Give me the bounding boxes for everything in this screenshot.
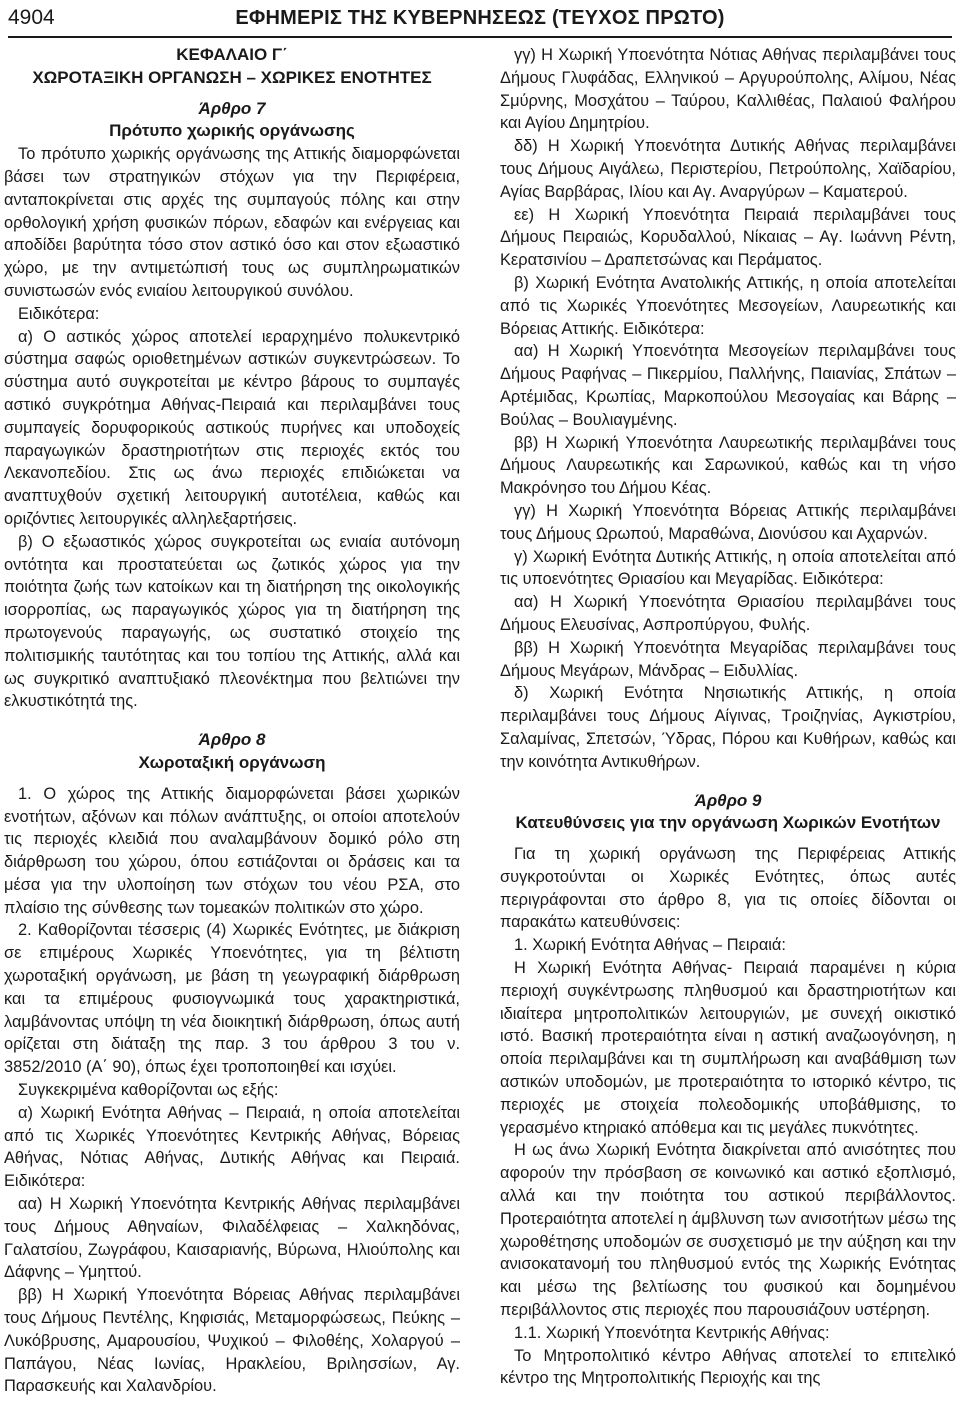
paragraph: εε) Η Χωρική Υποενότητα Πειραιά περιλαμβάνει τους Δήμους Πειραιώς, Κορυδαλλού, Νίκαιας – Αγ. Ιωάννη Ρέντη, Κερατσινίου – Δραπετσώνας και Περάματος. (500, 205, 956, 270)
article-9-heading: Άρθρο 9 (694, 790, 762, 810)
paragraph: 2. Καθορίζονται τέσσερις (4) Χωρικές Ενότητες, με διάκριση σε επιμέρους Χωρικές Υποενότητες, για τη βέλτιστη χωροταξική οργάνωση, με βάση τη γεωγραφική διάρθρωση και τα επιμέρους φυσιογνωμικά τους χαρακτηριστικά, λαμβάνοντας υπόψη τη νέα διοικητική διάρθρωση, όπως αυτή ορίζεται στη διάταξη της παρ. 3 του άρθρου 3 του ν. 3852/2010 (Α΄ 90), όπως έχει τροποποιηθεί και ισχύει. (4, 921, 460, 1077)
paragraph: 1. Χωρική Ενότητα Αθήνας – Πειραιά: (514, 936, 786, 955)
article-8-title: Χωροταξική οργάνωση (138, 752, 326, 772)
paragraph: β) Ο εξωαστικός χώρος συγκροτείται ως ενιαία αυτόνομη οντότητα και προστατεύεται ως ζωτικός χώρος για την ποιότητα ζωής των κατοίκων και τη διατήρηση της οικολογικής ισορροπίας, ως παραγωγικός χώρος για τη διατήρηση της πρωτογενούς παραγωγής, ως συστατικό στοιχείο της πολιτισμικής ταυτότητας και του τοπίου της Αττικής, αλλά και ως συγκριτικό αναπτυξιακό πλεονέκτημα που βελτιώνει την ελκυστικότητά της. (4, 532, 460, 711)
article-7-title: Πρότυπο χωρικής οργάνωσης (109, 121, 355, 141)
paragraph: β) Χωρική Ενότητα Ανατολικής Αττικής, η οποία αποτελείται από τις Χωρικές Υποενότητες Μεσογείων, Λαυρεωτικής και Βόρειας Αττικής. Ειδικότερα: (500, 273, 956, 338)
paragraph: α) Ο αστικός χώρος αποτελεί ιεραρχημένο πολυκεντρικό σύστημα σαφώς οριοθετημένων αστικών συγκεντρώσεων. Το σύστημα αυτό συγκροτείται με κέντρο βάρους το συμπαγές αστικό συγκρότημα Αθήνας-Πειραιά και περιλαμβάνει τους συμπαγείς δορυφορικούς αστικούς πυρήνες και υποδοχείς παραγωγικών δραστηριοτήτων στις περιοχές εκτός του Λεκανοπεδίου. Στις ως άνω περιοχές επιδιώκεται να αναπτυχθούν σχετική λειτουργική αυτοτέλεια, καθώς και οριζόντιες λειτουργικές αλληλεξαρτήσεις. (4, 327, 460, 528)
article-7-heading: Άρθρο 7 (198, 98, 266, 118)
chapter-heading: ΚΕΦΑΛΑΙΟ Γ΄ (176, 45, 288, 64)
page-number: 4904 (8, 6, 55, 29)
paragraph: Η ως άνω Χωρική Ενότητα διακρίνεται από ανισότητες που αφορούν την πρόσβαση σε κοινωνικό και αστικό εξοπλισμό, αλλά και την ποιότητα του αστικού περιβάλλοντος. Προτεραιότητα αποτελεί η άμβλυνση των ανισοτήτων μέσω της χωροθέτησης υποδομών σε συσχετισμό με την αύξηση και την ανισοκατανομή του πληθυσμού εντός της Χωρικής Ενότητας και μέσω της βελτίωσης του φυσικού και δομημένου περιβάλλοντος στις περιοχές που παρουσιάζουν υστέρηση. (500, 1141, 956, 1320)
paragraph: αα) Η Χωρική Υποενότητα Κεντρικής Αθήνας περιλαμβάνει τους Δήμους Αθηναίων, Φιλαδέλφειας – Χαλκηδόνας, Γαλατσίου, Ζωγράφου, Καισαριανής, Βύρωνα, Ηλιούπολης και Δάφνης – Υμηττού. (4, 1195, 460, 1282)
paragraph: ββ) Η Χωρική Υποενότητα Μεγαρίδας περιλαμβάνει τους Δήμους Μεγάρων, Μάνδρας – Ειδυλλίας. (500, 638, 956, 680)
paragraph: Το Μητροπολιτικό κέντρο Αθήνας αποτελεί το επιτελικό κέντρο της Μητροπολιτικής Περιοχής και της (500, 1346, 956, 1388)
paragraph: γγ) Η Χωρική Υποενότητα Βόρειας Αττικής περιλαμβάνει τους Δήμους Ωρωπού, Μαραθώνα, Διονύσου και Αχαρνών. (500, 501, 956, 543)
page-header (8, 0, 952, 38)
chapter-title: ΧΩΡΟΤΑΞΙΚΗ ΟΡΓΑΝΩΣΗ – ΧΩΡΙΚΕΣ ΕΝΟΤΗΤΕΣ (32, 67, 432, 87)
paragraph: Ειδικότερα: (18, 304, 100, 323)
paragraph: Για τη χωρική οργάνωση της Περιφέρειας Αττικής συγκροτούνται οι Χωρικές Ενότητες, όπως αυτές περιγράφονται στο άρθρο 8, για τις οποίες δίδονται οι παρακάτω κατευθύνσεις: (500, 845, 956, 932)
paragraph: γ) Χωρική Ενότητα Δυτικής Αττικής, η οποία αποτελείται από τις υποενότητες Θριασίου και Μεγαρίδας. Ειδικότερα: (500, 547, 956, 589)
gazette-title: ΕΦΗΜΕΡΙΣ ΤΗΣ ΚΥΒΕΡΝΗΣΕΩΣ (ΤΕΥΧΟΣ ΠΡΩΤΟ) (235, 6, 725, 29)
paragraph: αα) Η Χωρική Υποενότητα Θριασίου περιλαμβάνει τους Δήμους Ελευσίνας, Ασπροπύργου, Φυλής. (500, 593, 956, 634)
paragraph: ββ) Η Χωρική Υποενότητα Βόρειας Αθήνας περιλαμβάνει τους Δήμους Πεντέλης, Κηφισιάς, Μεταμορφώσεως, Πεύκης – Λυκόβρυσης, Αμαρουσίου, Ψυχικού – Φιλοθέης, Χολαργού – Παπάγου, Νέας Ιωνίας, Ηρακλείου, Βριλησσίων, Αγ. Παρασκευής και Χαλανδρίου. (4, 1286, 460, 1396)
paragraph: δ) Χωρική Ενότητα Νησιωτικής Αττικής, η οποία περιλαμβάνει τους Δήμους Αίγινας, Τροιζηνίας, Αγκιστρίου, Σαλαμίνας, Σπετσών, Ύδρας, Πόρου και Κυθήρων, καθώς και την κοινότητα Αντικυθήρων. (500, 684, 956, 771)
paragraph: ββ) Η Χωρική Υποενότητα Λαυρεωτικής περιλαμβάνει τους Δήμους Λαυρεωτικής και Σαρωνικού, καθώς και τη νήσο Μακρόνησο του Δήμου Κέας. (500, 433, 956, 498)
article-9-title: Κατευθύνσεις για την οργάνωση Χωρικών Ενοτήτων (515, 813, 941, 833)
paragraph: γγ) Η Χωρική Υποενότητα Νότιας Αθήνας περιλαμβάνει τους Δήμους Γλυφάδας, Ελληνικού – Αργυρούπολης, Αλίμου, Νέας Σμύρνης, Μοσχάτου – Ταύρου, Καλλιθέας, Παλαιού Φαλήρου και Αγίου Δημητρίου. (500, 46, 956, 133)
paragraph: α) Χωρική Ενότητα Αθήνας – Πειραιά, η οποία αποτελείται από τις Χωρικές Υποενότητες Κεντρικής Αθήνας, Βόρειας Αθήνας, Νότιας Αθήνας, Δυτικής Αθήνας και Πειραιά. Ειδικότερα: (4, 1103, 460, 1191)
left-column (4, 44, 460, 1420)
paragraph: δδ) Η Χωρική Υποενότητα Δυτικής Αθήνας περιλαμβάνει τους Δήμους Αιγάλεω, Περιστερίου, Πετρούπολης, Χαϊδαρίου, Αγίας Βαρβάρας, Ιλίου και Αγ. Αναργύρων – Καματερού. (500, 137, 956, 201)
paragraph: 1.1. Χωρική Υποενότητα Κεντρικής Αθήνας: (514, 1323, 830, 1342)
article-8-heading: Άρθρο 8 (198, 730, 266, 750)
paragraph: Η Χωρική Ενότητα Αθήνας- Πειραιά παραμένει η κύρια περιοχή συγκέντρωσης πληθυσμού και δραστηριοτήτων και ιδιαίτερα μητροπολιτικών λειτουργιών, με συνεχή οικιστικό ιστό. Βασική προτεραιότητα είναι η αστική αναζωογόνηση, η οποία περιλαμβάνει και τη συμπλήρωση και αναβάθμιση των αστικών υποδομών, με προτεραιότητα το ιστορικό κέντρο, τις περιοχές με στοιχεία πολεοδομικής υποβάθμισης, το γερασμένο κτηριακό απόθεμα και τις μεγάλες πυκνότητες. (500, 959, 956, 1137)
paragraph: Το πρότυπο χωρικής οργάνωσης της Αττικής διαμορφώνεται βάσει των στρατηγικών στόχων για την Περιφέρεια, ανταποκρίνεται στις αρχές της συμπαγούς πόλης και στην ορθολογική χρήση φυσικών πόρων, εδαφών και ενέργειας και αποδίδει βαρύτητα τόσο στον αστικό όσο και στον εξωαστικό χώρο, με την αντιμετώπισή τους ως συμπληρωματικών συνιστωσών ενός ενιαίου λειτουργικού συνόλου. (4, 145, 460, 300)
paragraph: αα) Η Χωρική Υποενότητα Μεσογείων περιλαμβάνει τους Δήμους Ραφήνας – Πικερμίου, Παλλήνης, Παιανίας, Σπάτων – Αρτέμιδας, Κρωπίας, Μαρκοπούλου Μεσογαίας και Βάρης – Βούλας – Βουλιαγμένης. (500, 342, 956, 429)
paragraph: 1. Ο χώρος της Αττικής διαμορφώνεται βάσει χωρικών ενοτήτων, αξόνων και πόλων ανάπτυξης, οι οποίοι αποτελούν τις περιοχές κλειδιά που αναλαμβάνουν δομικό ρόλο στη διάρθρωση του χώρου, όπου εστιάζονται οι δράσεις και τα μέσα για την υλοποίηση των στόχων του νέου ΡΣΑ, στο πλαίσιο της σύνθεσης των τομεακών πολιτικών στο χώρο. (4, 784, 460, 917)
right-column (500, 44, 956, 1420)
paragraph: Συγκεκριμένα καθορίζονται ως εξής: (18, 1081, 279, 1100)
